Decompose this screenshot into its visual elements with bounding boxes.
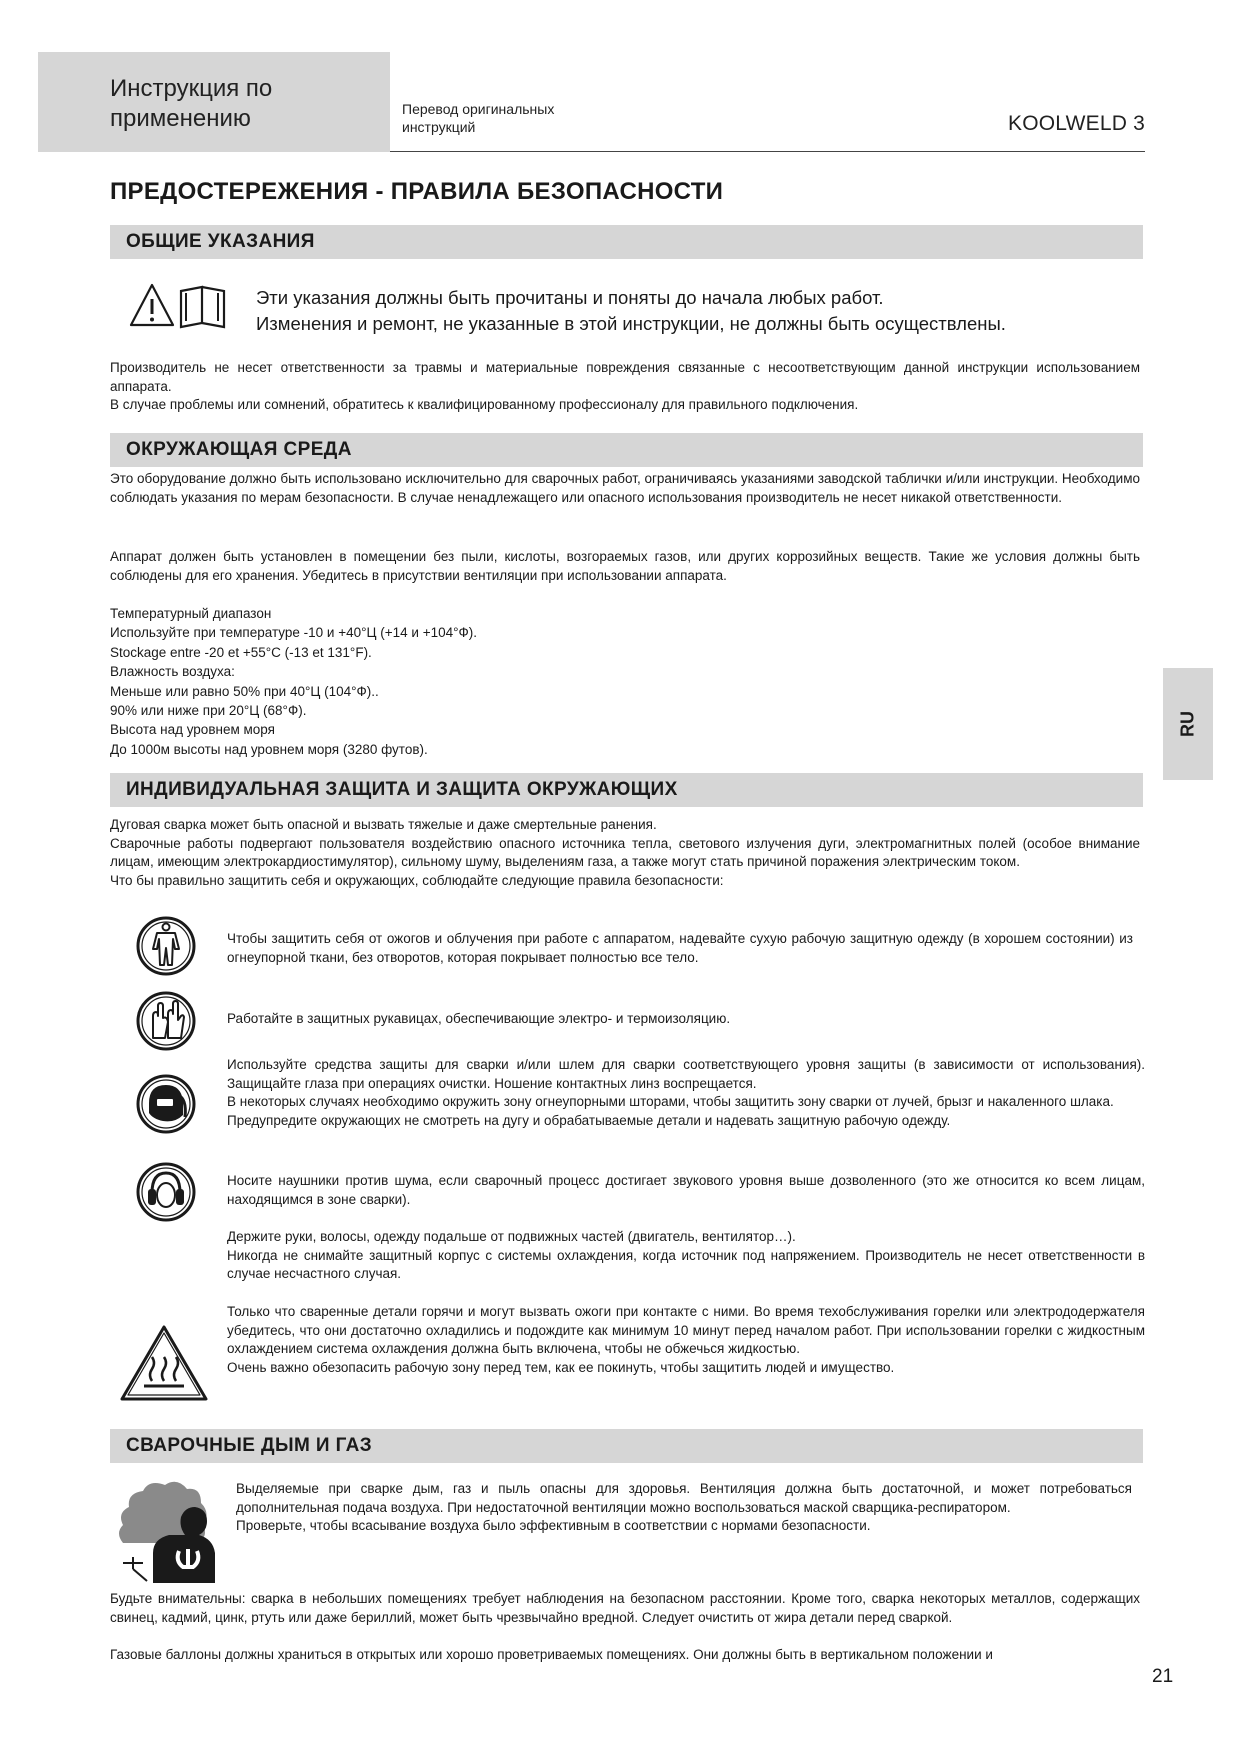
paragraph: Выделяемые при сварке дым, газ и пыль опасны для здоровья. Вентиляция должна быть достаточной, и может потребоваться дополнительная подача воздуха. При недостаточной вентиляции можно воспользоваться маской сварщика-респиратором. [236,1481,1132,1515]
condition-line: До 1000м высоты над уровнем моря (3280 футов). [110,741,428,757]
ears-text: Носите наушники против шума, если сварочный процесс достигает звукового уровня выше дозволенного (это же относится ко всем лицам, находящимся в зоне сварки). [227,1173,1145,1207]
warning-triangle-icon [131,285,173,325]
section-environment-bar [110,433,1143,467]
paragraph: В случае проблемы или сомнений, обратитесь к квалифицированному профессионалу для правильного подключения. [110,397,859,412]
protective-clothing-icon [135,915,197,977]
section-environment-heading: ОКРУЖАЮЩАЯ СРЕДА [126,439,352,460]
notice-line: Эти указания должны быть прочитаны и поняты до начала любых работ. [256,287,884,308]
paragraph: Никогда не снимайте защитный корпус с системы охлаждения, когда источник под напряжением. Производитель не несет ответственности в случае несчастного случая. [227,1247,1145,1281]
ear-protection-icon [135,1161,197,1223]
warning-manual-icon [128,281,228,331]
paragraph: Очень важно обезопасить рабочую зону перед тем, как ее покинуть, чтобы защитить людей и имущество. [227,1359,895,1375]
paragraph: Что бы правильно защитить себя и окружающих, соблюдайте следующие правила безопасности: [110,872,724,888]
product-name: KOOLWELD 3 [1008,112,1145,135]
general-text [110,359,1140,415]
fumes-para-2: Газовые баллоны должны храниться в открытых или хорошо проветриваемых помещениях. Они должны быть в вертикальном положении и [110,1647,993,1662]
section-fumes-bar [110,1429,1143,1463]
condition-line: Меньше или равно 50% при 40°Ц (104°Ф).. [110,683,379,699]
translation-label: Перевод оригинальных инструкций [402,101,555,135]
protection-intro [110,816,1140,890]
language-tab [1163,668,1213,780]
doc-type-label: Инструкция по применению [110,75,273,132]
gloves-text: Работайте в защитных рукавицах, обеспечивающие электро- и термоизоляцию. [227,1011,731,1026]
condition-line: 90% или ниже при 20°Ц (68°Ф). [110,703,307,719]
fumes-icon-text [236,1480,1132,1536]
condition-line: Температурный диапазон [110,606,272,621]
open-book-icon [181,287,224,327]
clothing-text: Чтобы защитить себя от ожогов и облучения при работе с аппаратом, надевайте сухую рабочую защитную одежду (в хорошем состоянии) из огнеупорной ткани, без отворотов, которая покрывает полностью все тело. [227,931,1133,965]
paragraph: Держите руки, волосы, одежду подальше от подвижных частей (двигатель, вентилятор…). [227,1229,796,1244]
paragraph: Проверьте, чтобы всасывание воздуха было эффективным в соответствии с нормами безопасности. [236,1518,871,1533]
gloves-icon [135,990,197,1052]
section-fumes-heading: СВАРОЧНЫЕ ДЫМ И ГАЗ [126,1435,373,1456]
page-number: 21 [1152,1666,1174,1687]
section-protection-bar [110,773,1143,807]
condition-line: Высота над уровнем моря [110,722,275,738]
condition-line: Влажность воздуха: [110,664,235,680]
hot-parts-text [227,1303,1145,1377]
welding-mask-icon [135,1073,197,1135]
paragraph: Производитель не несет ответственности за травмы и материальные повреждения связанные с несоответствующим данной инструкции использованием аппарата. [110,360,1140,394]
paragraph: Предупредите окружающих не смотреть на дугу и обрабатываемые детали и надевать защитную рабочую одежду. [227,1112,951,1128]
welding-fumes-icon [113,1473,228,1585]
paragraph: Дуговая сварка может быть опасной и вызвать тяжелые и даже смертельные ранения. [110,817,657,832]
environment-conditions [110,604,1140,759]
general-notice [256,285,1006,337]
paragraph: Сварочные работы подвергают пользователя воздействию опасного источника тепла, светового излучения дуги, электромагнитных полей (особое внимание лицам, имеющим электрокардиостимулятор), сильному шуму, выделениям газа, а также могут стать причиной поражения электрическим током. [110,835,1140,869]
page-title: ПРЕДОСТЕРЕЖЕНИЯ - ПРАВИЛА БЕЗОПАСНОСТИ [110,178,724,205]
mask-text [227,1056,1145,1130]
fumes-para-1: Будьте внимательны: сварка в небольших помещениях требует наблюдения на безопасном расстоянии. Кроме того, сварка некоторых металлов, содержащих свинец, кадмий, цинк, ртуть или даже бериллий, может быть чрезвычайно вредной. Следует очистить от жира детали перед сваркой. [110,1591,1140,1625]
condition-line: Stockage entre -20 et +55°C (-13 et 131°F). [110,644,372,660]
paragraph: Только что сваренные детали горячи и могут вызвать ожоги при контакте с ними. Во время техобслуживания горелки или электрододержателя убедитесь, что они достаточно охладились и подождите как минимум 10 минут перед началом работ. При использовании горелки с жидкостным охлаждением система охлаждения должна быть включена, чтобы не обжечься жидкостью. [227,1304,1145,1356]
notice-line: Изменения и ремонт, не указанные в этой инструкции, не должны быть осуществлены. [256,313,1006,334]
section-general-heading: ОБЩИЕ УКАЗАНИЯ [126,231,315,252]
header-divider [390,151,1145,152]
hot-surface-icon [118,1323,210,1403]
paragraph: Используйте средства защиты для сварки и/или шлем для сварки соответствующего уровня защиты (в зависимости от использования). Защищайте глаза при операциях очистки. Ношение контактных линз воспрещается. [227,1057,1145,1091]
environment-para-1: Это оборудование должно быть использовано исключительно для сварочных работ, ограничиваясь указаниями заводской таблички и/или инструкции. Необходимо соблюдать указания по мерам безопасности. В случае ненадлежащего или опасного использования производитель не несет никакой ответственности. [110,471,1140,505]
condition-line: Используйте при температуре -10 и +40°Ц (+14 и +104°Ф). [110,625,478,641]
language-tab-label: RU [1177,711,1198,737]
section-general-bar [110,225,1143,259]
paragraph: В некоторых случаях необходимо окружить зону огнеупорными шторами, чтобы защитить зону сварки от лучей, брызг и накаленного шлака. [227,1094,1114,1109]
section-protection-heading: ИНДИВИДУАЛЬНАЯ ЗАЩИТА И ЗАЩИТА ОКРУЖАЮЩИХ [126,779,678,800]
environment-para-2: Аппарат должен быть установлен в помещении без пыли, кислоты, возгораемых газов, или других коррозийных веществ. Такие же условия должны быть соблюдены для его хранения. Убедитесь в присутствии вентиляции при использовании аппарата. [110,549,1140,583]
moving-parts-text [227,1228,1145,1284]
